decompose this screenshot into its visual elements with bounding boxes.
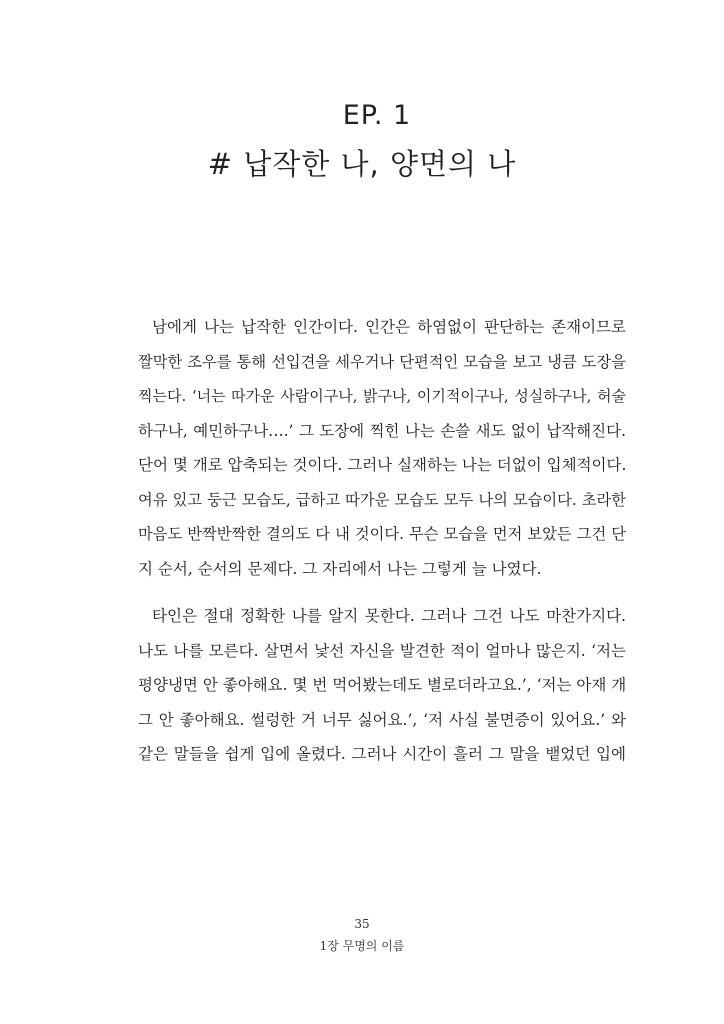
text-line: 남에게 나는 납작한 인간이다. 인간은 하염없이 판단하는 존재이므로 (152, 318, 626, 336)
episode-label: EP. 1 (342, 100, 412, 131)
text-line: 단어 몇 개로 압축되는 것이다. 그러나 실재하는 나는 더없이 입체적이다. (138, 456, 627, 474)
text-line: 짤막한 조우를 통해 선입견을 세우거나 단편적인 모습을 보고 냉큼 도장을 (138, 352, 626, 371)
paragraph-gap (138, 586, 626, 599)
text-line: 그 안 좋아해요. 썰렁한 거 너무 싫어요.’, ‘저 사실 불면증이 있어요.’ 와 (138, 710, 626, 729)
text-line: 찍는다. ‘너는 따가운 사람이구나, 밝구나, 이기적이구나, 성실하구나, 허술 (138, 387, 626, 405)
page-footer (0, 915, 724, 956)
page-number: 35 (354, 917, 370, 931)
text-line: 하구나, 예민하구나….’ 그 도장에 찍힌 나는 손쓸 새도 없이 납작해진다. (138, 421, 626, 440)
episode-subtitle: # 납작한 나, 양면의 나 (207, 147, 517, 181)
text-line: 평양냉면 안 좋아해요. 몇 번 먹어봤는데도 별로더라고요.’, ‘저는 아재 개 (138, 676, 627, 694)
text-line: 마음도 반짝반짝한 결의도 다 내 것이다. 무슨 모습을 먼저 보았든 그건 단 (138, 525, 626, 543)
text-line: 같은 말들을 쉽게 입에 올렸다. 그러나 시간이 흘러 그 말을 뱉었던 입에 (138, 745, 626, 763)
text-line: 타인은 절대 정확한 나를 알지 못한다. 그러나 그건 나도 마찬가지다. (152, 607, 626, 625)
body-text (138, 310, 626, 772)
text-line: 여유 있고 둥근 모습도, 급하고 따가운 모습도 모두 나의 모습이다. 초라한 (138, 490, 626, 509)
running-chapter-title: 1장 무명의 이름 (319, 939, 405, 953)
text-line: 나도 나를 모른다. 살면서 낯선 자신을 발견한 적이 얼마나 많은지. ‘저는 (138, 641, 626, 660)
text-line: 지 순서, 순서의 문제다. 그 자리에서 나는 그렇게 늘 나였다. (138, 559, 542, 578)
